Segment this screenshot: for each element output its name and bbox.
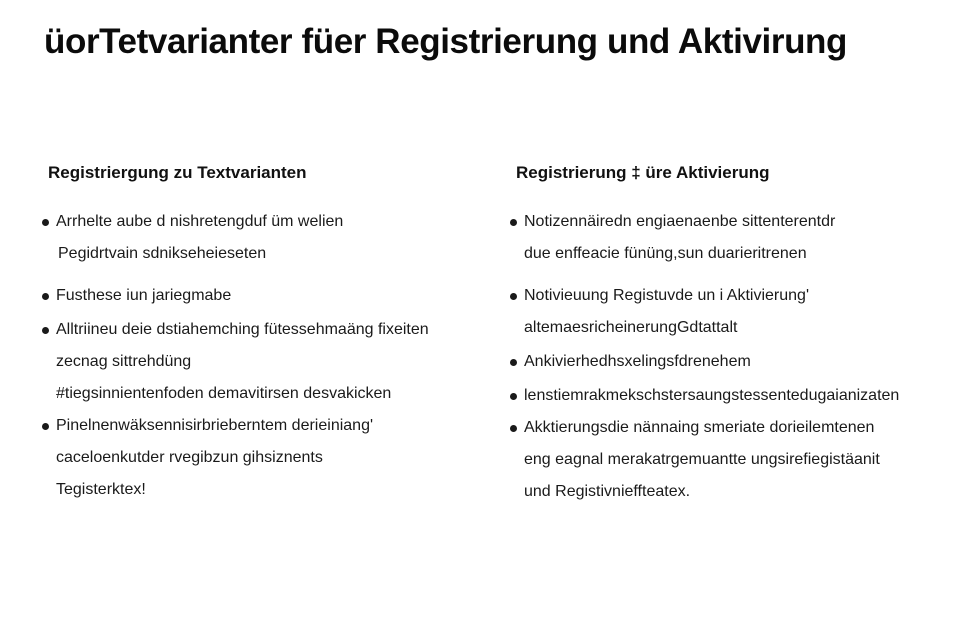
list-item-line: Pegidrtvain sdnikseheieseten xyxy=(58,245,267,262)
page-title: üorTetvarianter füer Registrierung und Aktivirung xyxy=(44,22,848,61)
list-item-line: altemaesricheinerungGdtattalt xyxy=(524,319,738,336)
list-item xyxy=(516,346,936,378)
list-item-line: Notivieuung Registuvde un i Aktivierung' xyxy=(524,287,809,304)
bullet-icon xyxy=(42,327,49,334)
list-item-line: Alltriineu deie dstiahemching fütessehmaäng fixeiten xyxy=(56,321,429,338)
bullet-icon xyxy=(42,423,49,430)
list-item-line: Pinelnenwäksennisirbrieberntem derieiniang' xyxy=(56,417,374,434)
list-item xyxy=(516,206,936,270)
left-column-heading: Registriergung zu Textvarianten xyxy=(48,163,307,182)
bullet-icon xyxy=(510,219,517,226)
list-item-line: zecnag sittrehdüng xyxy=(56,353,192,370)
bullet-icon xyxy=(42,293,49,300)
list-item xyxy=(48,280,468,312)
bullet-icon xyxy=(510,393,517,400)
bullet-icon xyxy=(42,219,49,226)
list-item-line: lenstiemrakmekschstersaungstessentedugaianizaten xyxy=(524,387,900,404)
list-item-line: Arrhelte aube d nishretengduf üm welien xyxy=(56,213,344,230)
left-bullet-list xyxy=(48,206,468,506)
list-item-line: eng eagnal merakatrgemuantte ungsirefiegistäanit xyxy=(524,451,880,468)
left-column xyxy=(48,160,468,506)
right-column-heading: Registrierung ‡ üre Aktivierung xyxy=(516,163,770,182)
list-item-line: due enffeacie fününg,sun duarieritrenen xyxy=(524,245,807,262)
list-item-line: Tegisterktex! xyxy=(56,481,146,498)
list-item xyxy=(516,280,936,344)
right-column xyxy=(516,160,936,508)
list-item-line: Akktierungsdie nännaing smeriate dorieilemtenen xyxy=(524,419,875,436)
list-item xyxy=(48,314,468,410)
bullet-icon xyxy=(510,359,517,366)
list-item xyxy=(516,380,936,412)
list-item-line: Fusthese iun jariegmabe xyxy=(56,287,232,304)
list-item-line: Ankivierhedhsxelingsfdrenehem xyxy=(524,353,751,370)
right-bullet-list xyxy=(516,206,936,508)
bullet-icon xyxy=(510,425,517,432)
list-item xyxy=(516,412,936,508)
list-item-line: und Registivnieffteatex. xyxy=(524,483,691,500)
list-item xyxy=(48,206,468,270)
list-item xyxy=(48,410,468,506)
bullet-icon xyxy=(510,293,517,300)
list-item-line: #tiegsinnientenfoden demavitirsen desvakicken xyxy=(56,385,392,402)
list-item-line: Notizennäiredn engiaenaenbe sittenterentdr xyxy=(524,213,836,230)
list-item-line: caceloenkutder rvegibzun gihsiznents xyxy=(56,449,323,466)
